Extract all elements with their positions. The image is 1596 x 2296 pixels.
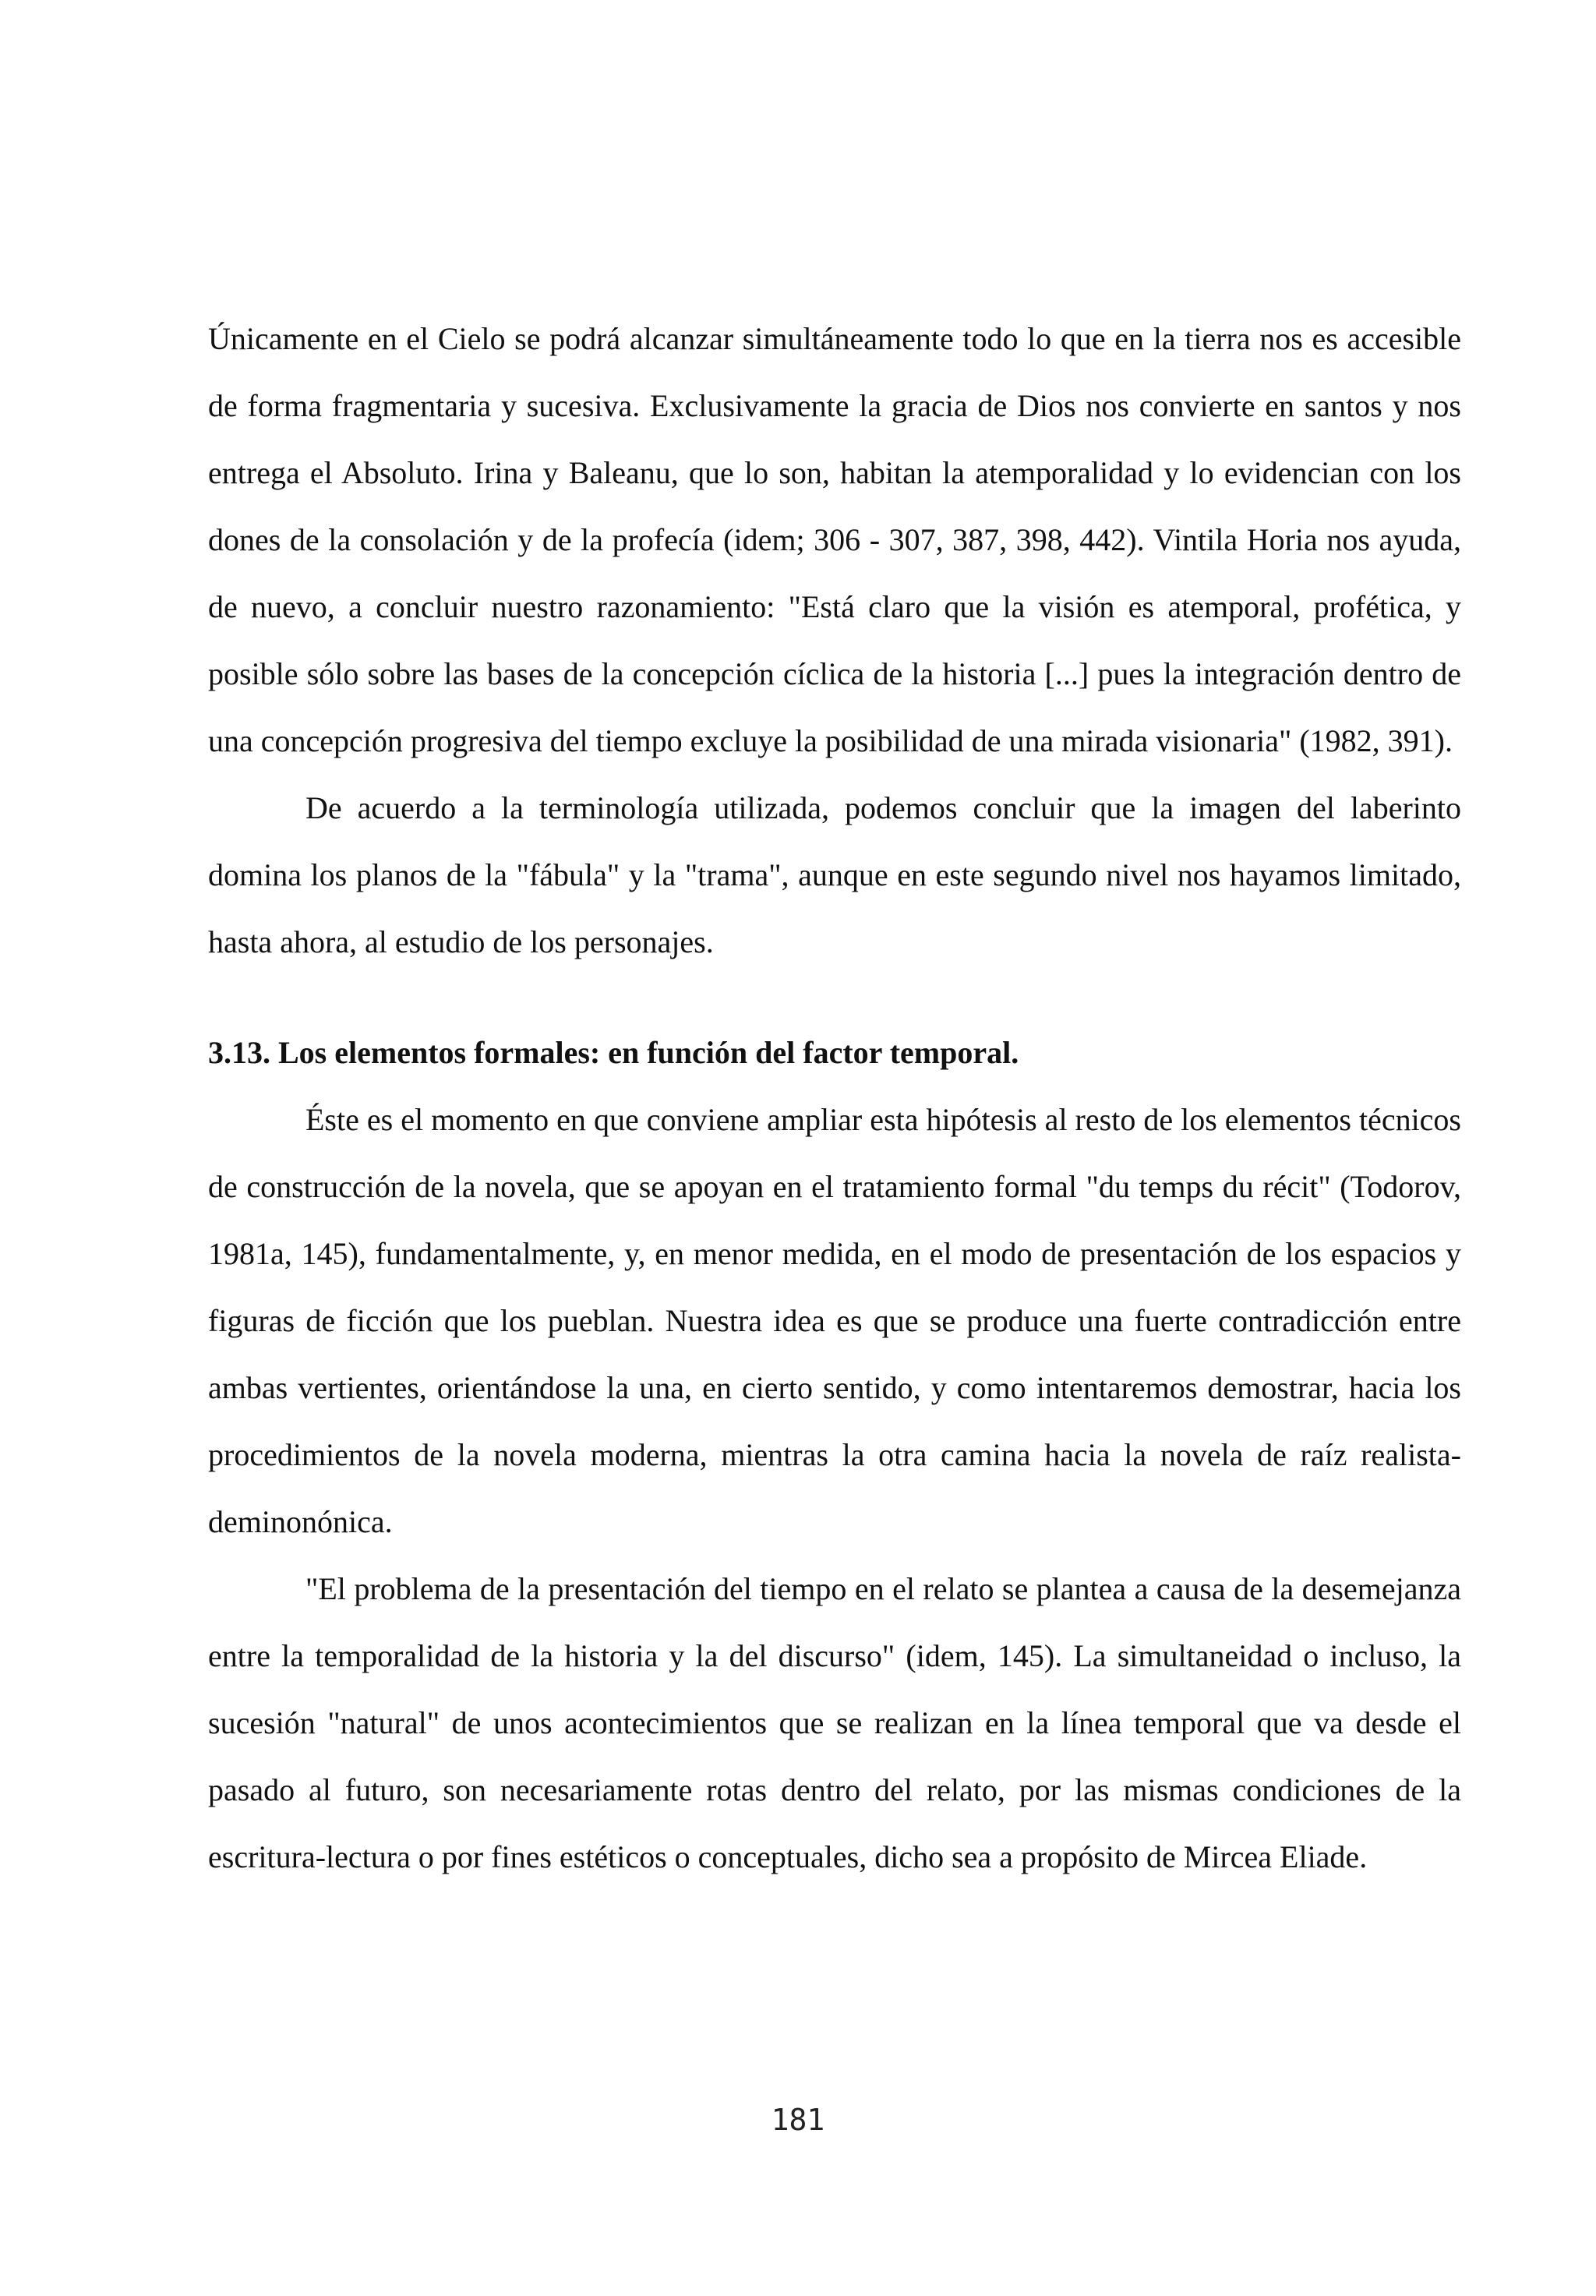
section-spacer [208,976,1461,1019]
paragraph-4: "El problema de la presentación del tiempo en el relato se plantea a causa de la desemejanza entre la temporalidad de la historia y la del discurso" (idem, 145). La simultaneidad o incluso, la sucesión "natural" de unos acontecimientos que se realizan en la línea temporal que va desde el pasado al futuro, son necesariamente rotas dentro del relato, por las mismas condiciones de la escritura-lectura o por fines estéticos o conceptuales, dicho sea a propósito de Mircea Eliade. [208,1571,1461,1874]
paragraph-3: Éste es el momento en que conviene ampliar esta hipótesis al resto de los elementos técnicos de construcción de la novela, que se apoyan en el tratamiento formal "du temps du récit" (Todorov, 1981a, 145), fundamentalmente, y, en menor medida, en el modo de presentación de los espacios y figuras de ficción que los pueblan. Nuestra idea es que se produce una fuerte contradicción entre ambas vertientes, orientándose la una, en cierto sentido, y como intentaremos demostrar, hacia los procedimientos de la novela moderna, mientras la otra camina hacia la novela de raíz realista-deminonónica. [208,1102,1461,1539]
document-body [208,306,1461,1891]
paragraph-1: Únicamente en el Cielo se podrá alcanzar simultáneamente todo lo que en la tierra nos es accesible de forma fragmentaria y sucesiva. Exclusivamente la gracia de Dios nos convierte en santos y nos entrega el Absoluto. Irina y Baleanu, que lo son, habitan la atemporalidad y lo evidencian con los dones de la consolación y de la profecía (idem; 306 - 307, 387, 398, 442). Vintila Horia nos ayuda, de nuevo, a concluir nuestro razonamiento: "Está claro que la visión es atemporal, profética, y posible sólo sobre las bases de la concepción cíclica de la historia [...] pues la integración dentro de una concepción progresiva del tiempo excluye la posibilidad de una mirada visionaria" (1982, 391). [208,321,1461,758]
page-number: 181 [771,2103,825,2137]
section-heading: 3.13. Los elementos formales: en función del factor temporal. [208,1035,1019,1070]
paragraph-2: De acuerdo a la terminología utilizada, podemos concluir que la imagen del laberinto domina los planos de la "fábula" y la "trama", aunque en este segundo nivel nos hayamos limitado, hasta ahora, al estudio de los personajes. [208,790,1461,959]
